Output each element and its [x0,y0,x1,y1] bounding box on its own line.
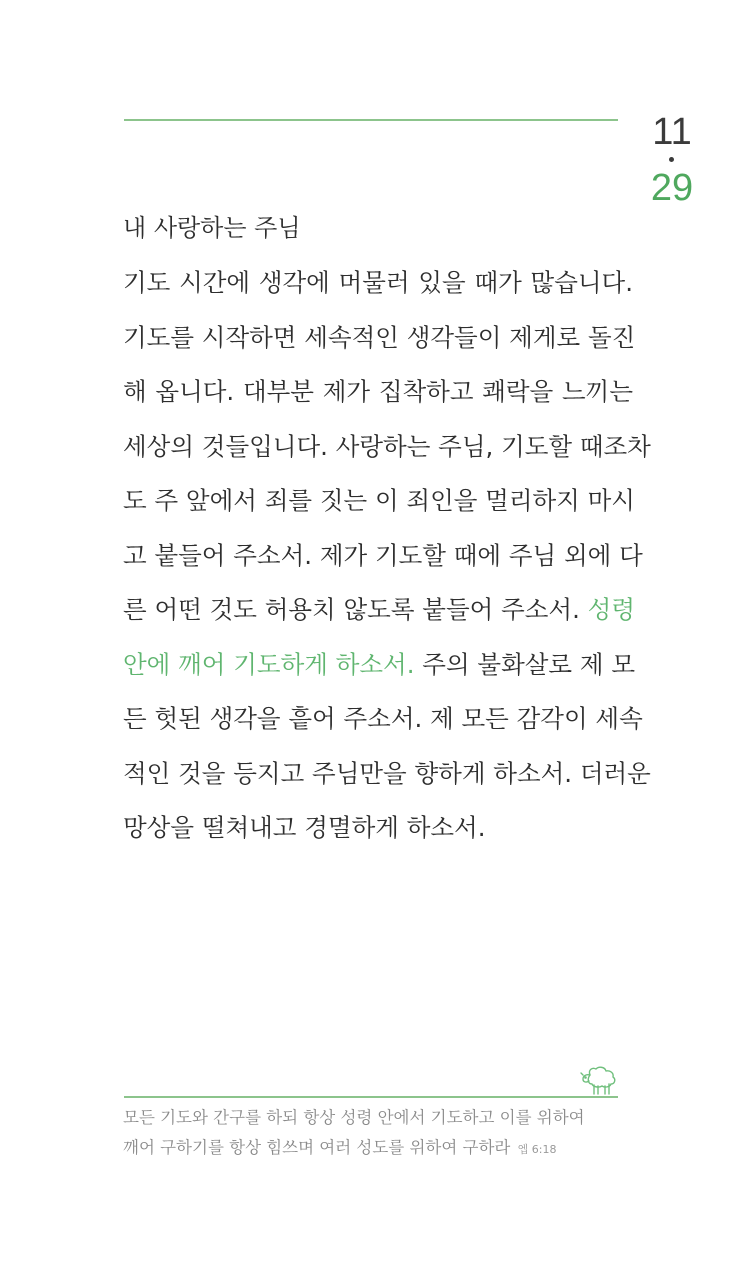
body-line: 적인 것을 등지고 주님만을 향하게 하소서. 더러운 [123,758,651,788]
body-line [123,638,633,693]
body-line [123,583,633,638]
date-separator-dot [669,157,674,162]
highlighted-prayer-start: 성령 [587,595,635,624]
verse-line: 모든 기도와 간구를 하되 항상 성령 안에서 기도하고 이를 위하여 [123,1108,585,1127]
body-line: 기도를 시작하면 세속적인 생각들이 제게로 돌진 [123,322,636,352]
devotional-body [123,256,651,856]
body-line-text: 른 어떤 것도 허용치 않도록 붙들어 주소서. [123,595,580,624]
date-day: 29 [650,167,694,209]
body-line-text: 주의 불화살로 제 모 [422,649,635,679]
body-line: 해 옵니다. 대부분 제가 집착하고 쾌락을 느끼는 [123,377,633,406]
body-line: 고 붙들어 주소서. 제가 기도할 때에 주님 외에 다 [123,540,643,570]
highlighted-prayer: 안에 깨어 기도하게 하소서. [123,649,415,679]
devotional-heading: 내 사랑하는 주님 [123,214,301,242]
verse-reference: 엡 6:18 [517,1143,557,1156]
date-month: 11 [652,111,692,153]
top-divider [124,119,618,121]
scripture-verse [123,1103,623,1165]
body-line: 망상을 떨쳐내고 경멸하게 하소서. [123,813,486,842]
verse-line [123,1133,623,1165]
body-line: 도 주 앞에서 죄를 짓는 이 죄인을 멀리하지 마시 [123,486,635,515]
body-line: 기도 시간에 생각에 머물러 있을 때가 많습니다. [123,268,633,297]
body-line: 든 헛된 생각을 흩어 주소서. 제 모든 감각이 세속 [123,704,643,733]
body-line: 세상의 것들입니다. 사랑하는 주님, 기도할 때조차 [123,431,651,461]
bottom-divider [124,1096,618,1098]
verse-line-text: 깨어 구하기를 항상 힘쓰며 여러 성도를 위하여 구하라 [123,1138,511,1157]
lamb-icon [578,1061,620,1097]
